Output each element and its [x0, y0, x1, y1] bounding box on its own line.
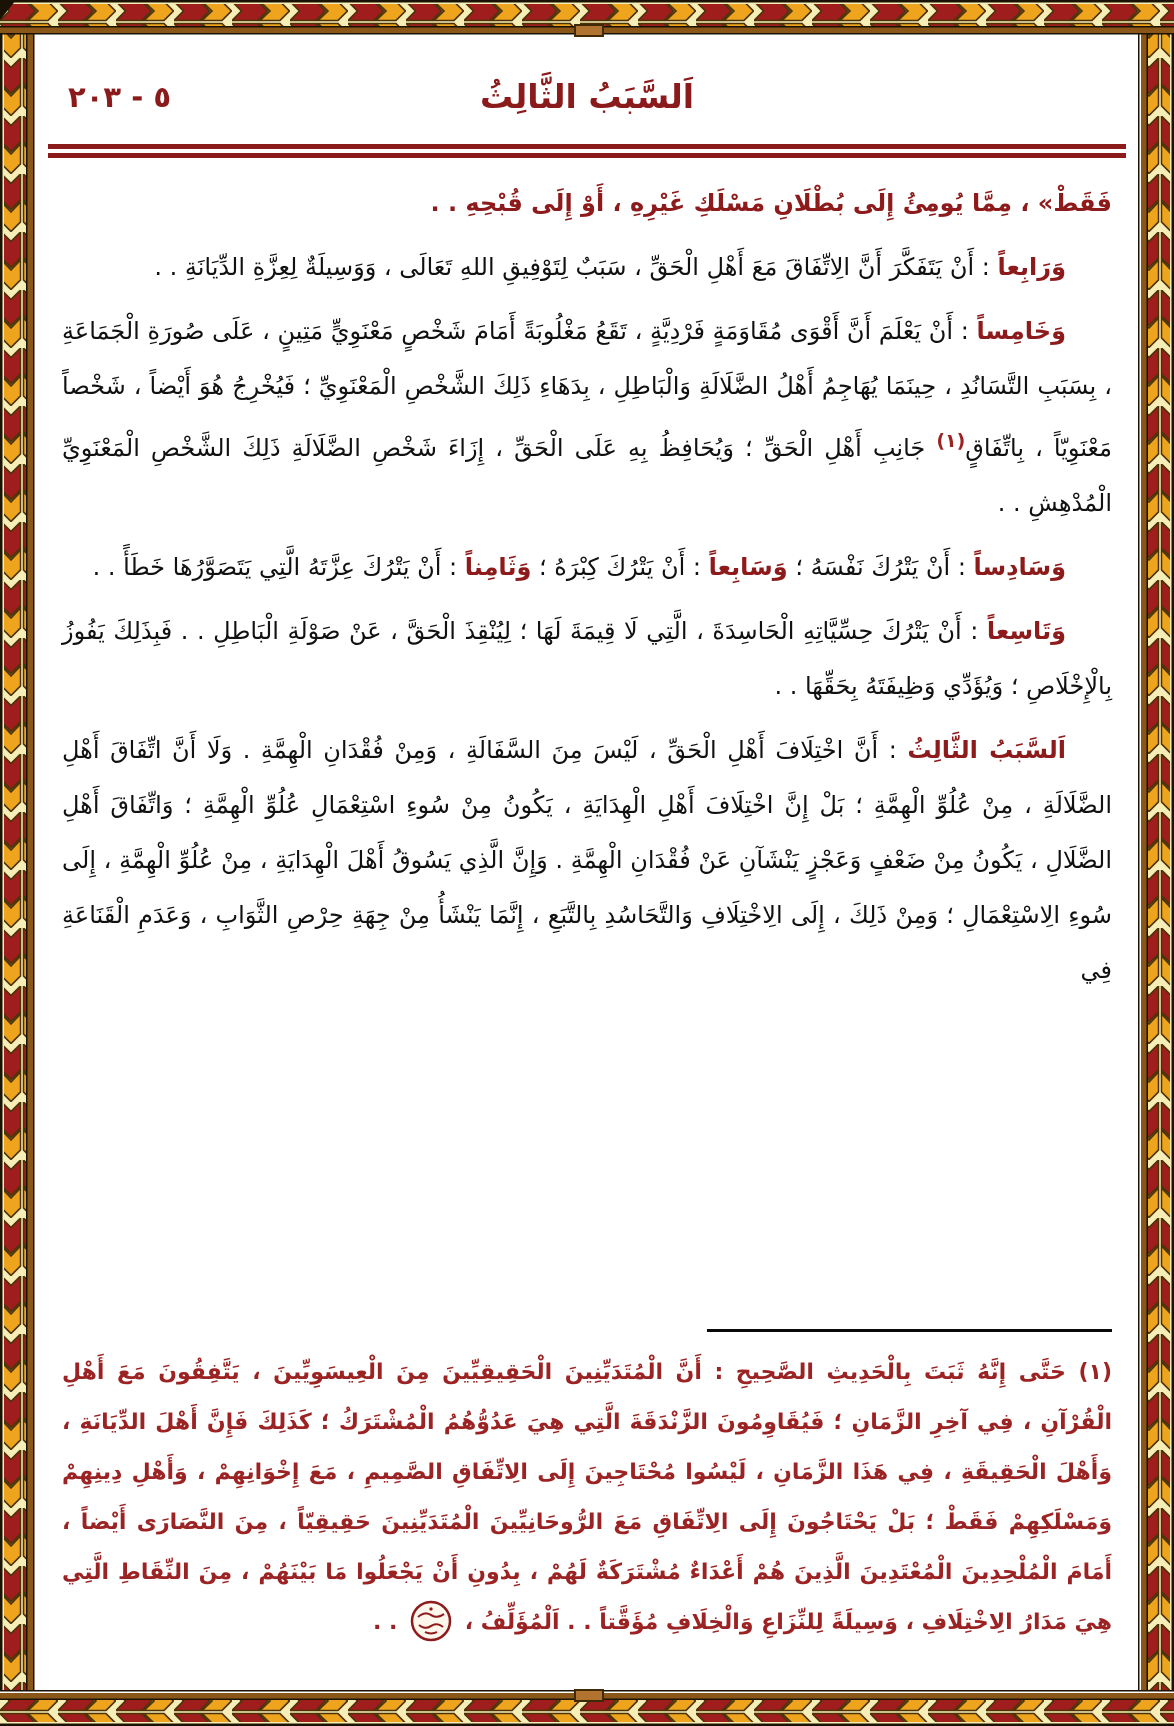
- footnote-author-label: اَلْمُؤَلِّفُ ،: [464, 1610, 560, 1635]
- text-fourth: : أَنْ يَتَفَكَّرَ أَنَّ الِاتِّفَاقَ مَعَ أَهْلِ الْحَقِّ ، سَبَبٌ لِتَوْفِيقِ اللهِ تَعَالَى ، وَوَسِيلَةٌ لِعِزَّةِ الدِّيَانَةِ . .: [154, 253, 998, 281]
- paragraph-sixth-to-eighth: [62, 540, 1112, 595]
- footnote-marker: (١): [1078, 1360, 1112, 1385]
- paragraph-fifth: [62, 304, 1112, 531]
- footnote-body: حَتَّى إِنَّهُ ثَبَتَ بِالْحَدِيثِ الصَّحِيحِ : أَنَّ الْمُتَدَيِّنِينَ الْحَقِيقِيِّينَ مِنَ الْعِيسَوِيِّينَ ، يَتَّفِقُونَ مَعَ أَهْلِ الْقُرْآنِ ، فِي آخِرِ الزَّمَانِ ؛ فَيُقَاوِمُونَ الزَّنْدَقَةَ الَّتِي هِيَ عَدُوُّهُمُ الْمُشْتَرَكُ ؛ كَذَلِكَ فَإِنَّ أَهْلَ الدِّيَانَةِ ، وَأَهْلَ الْحَقِيقَةِ ، فِي هَذَا الزَّمَانِ ، لَيْسُوا مُحْتَاجِينَ إِلَى الِاتِّفَاقِ الصَّمِيمِ ، مَعَ إِخْوَانِهِمْ ، وَأَهْلِ دِينِهِمْ وَمَسْلَكِهِمْ فَقَطْ ؛ بَلْ يَحْتَاجُونَ إِلَى الِاتِّفَاقِ مَعَ الرُّوحَانِيِّينَ الْمُتَدَيِّنِينَ حَقِيقِيّاً ، مِنَ النَّصَارَى أَيْضاً ، أَمَامَ الْمُلْحِدِينَ الْمُعْتَدِينَ الَّذِينَ هُمْ أَعْدَاءٌ مُشْتَرَكَةٌ لَهُمْ ، بِدُونِ أَنْ يَجْعَلُوا مَا بَيْنَهُمْ ، مِنَ النِّقَاطِ الَّتِي هِيَ مَدَارُ الِاخْتِلَافِ ، وَسِيلَةً لِلنِّزَاعِ وَالْخِلَافِ مُؤَقَّتاً . .: [62, 1360, 1112, 1635]
- text-fifth-a: : أَنْ يَعْلَمَ أَنَّ أَقْوَى مُقَاوَمَةٍ فَرْدِيَّةٍ ، تَقَعُ مَغْلُوبَةً أَمَامَ شَخْصٍ مَعْنَوِيٍّ مَتِينٍ ، عَلَى صُورَةِ الْجَمَاعَةِ ، بِسَبَبِ التَّسَانُدِ ، حِينَمَا يُهَاجِمُ أَهْلُ الضَّلَالَةِ وَالْبَاطِلِ ، بِدَهَاءِ ذَلِكَ الشَّخْصِ الْمَعْنَوِيِّ ؛ فَيُخْرِجُ هُوَ أَيْضاً ، شَخْصاً مَعْنَوِيّاً ، بِاتِّفَاقٍ: [62, 317, 1112, 462]
- author-seal-icon: [409, 1599, 453, 1643]
- paragraph-ninth: [62, 604, 1112, 714]
- lead-fifth: وَخَامِساً: [976, 317, 1066, 345]
- text-sixth: : أَنْ يَتْرُكَ نَفْسَهُ ؛: [787, 553, 974, 581]
- text-fifth-b: جَانِبِ أَهْلِ الْحَقِّ ؛ وَيُحَافِظُ بِهِ عَلَى الْحَقِّ ، إِزَاءَ شَخْصِ الضَّلَالَةِ ذَلِكَ الشَّخْصِ الْمَعْنَوِيِّ الْمُدْهِشِ . .: [62, 434, 1112, 517]
- paragraph-continuation: [62, 176, 1112, 231]
- page-content: [36, 36, 1138, 1690]
- ornamental-border-left: [0, 0, 36, 1726]
- page-header: [62, 58, 1112, 136]
- corner-nib-ornament: [0, 0, 16, 20]
- page-number: ٥ - ٢٠٣: [68, 80, 172, 114]
- lead-seventh: وَسَابِعاً: [708, 553, 788, 581]
- ornamental-border-right: [1138, 0, 1174, 1726]
- body-text: [62, 176, 1112, 1007]
- footnote-separator: [707, 1329, 1112, 1332]
- footnote-ref-marker: (١): [936, 430, 966, 452]
- lead-fourth: وَرَابِعاً: [997, 253, 1066, 281]
- text-third-cause: : أَنَّ اخْتِلَافَ أَهْلِ الْحَقِّ ، لَيْسَ مِنَ السَّفَالَةِ ، وَمِنْ فُقْدَانِ الْهِمَّةِ . وَلَا أَنَّ اتِّفَاقَ أَهْلِ الضَّلَالَةِ ، مِنْ عُلُوِّ الْهِمَّةِ ؛ بَلْ إِنَّ اخْتِلَافَ أَهْلِ الْهِدَايَةِ ، يَكُونُ مِنْ سُوءِ اسْتِعْمَالِ عُلُوِّ الْهِمَّةِ ؛ وَاتِّفَاقَ أَهْلِ الضَّلَالِ ، يَكُونُ مِنْ ضَعْفٍ وَعَجْزٍ يَنْشَآنِ عَنْ فُقْدَانِ الْهِمَّةِ . وَإِنَّ الَّذِي يَسُوقُ أَهْلَ الْهِدَايَةِ ، مِنْ عُلُوِّ الْهِمَّةِ ، إِلَى سُوءِ الِاسْتِعْمَالِ ؛ وَمِنْ ذَلِكَ ، إِلَى الِاخْتِلَافِ وَالتَّحَاسُدِ بِالتَّبَعِ ، إِنَّمَا يَنْشَأُ مِنْ جِهَةِ حِرْصِ الثَّوَابِ ، وَعَدَمِ الْقَنَاعَةِ فِي: [62, 736, 1112, 984]
- text-ninth: : أَنْ يَتْرُكَ حِسِّيَّاتِهِ الْحَاسِدَةَ ، الَّتِي لَا قِيمَةَ لَهَا ؛ لِيُنْقِذَ الْحَقَّ ، عَنْ صَوْلَةِ الْبَاطِلِ . . فَبِذَلِكَ يَفُوزُ بِالْإِخْلَاصِ ؛ وَيُؤَدِّي وَظِيفَتَهُ بِحَقِّهَا . .: [62, 617, 1112, 700]
- paragraph-third-cause: [62, 723, 1112, 998]
- page-title: اَلسَّبَبُ الثَّالِثُ: [479, 77, 695, 116]
- footnote-trailing-dots: . .: [372, 1610, 398, 1635]
- text-seventh: : أَنْ يَتْرُكَ كِبْرَهُ ؛: [531, 553, 709, 581]
- lead-third-cause: اَلسَّبَبُ الثَّالِثُ: [907, 736, 1066, 764]
- border-center-connector-top: [574, 24, 604, 37]
- lead-sixth: وَسَادِساً: [973, 553, 1066, 581]
- continuation-text: فَقَطْ» ، مِمَّا يُومِئُ إِلَى بُطْلَانِ مَسْلَكِ غَيْرِهِ ، أَوْ إِلَى قُبْحِهِ . .: [430, 189, 1112, 217]
- footnote-block: [62, 1329, 1112, 1690]
- text-eighth: : أَنْ يَتْرُكَ عِزَّتَهُ الَّتِي يَتَصَوَّرُهَا خَطَأً . .: [92, 553, 465, 581]
- lead-ninth: وَتَاسِعاً: [986, 617, 1066, 645]
- paragraph-fourth: [62, 240, 1112, 295]
- footnote-text: [62, 1348, 1112, 1648]
- border-center-connector-bottom: [574, 1689, 604, 1702]
- header-double-rule: [48, 144, 1126, 158]
- lead-eighth: وَثَامِناً: [464, 553, 532, 581]
